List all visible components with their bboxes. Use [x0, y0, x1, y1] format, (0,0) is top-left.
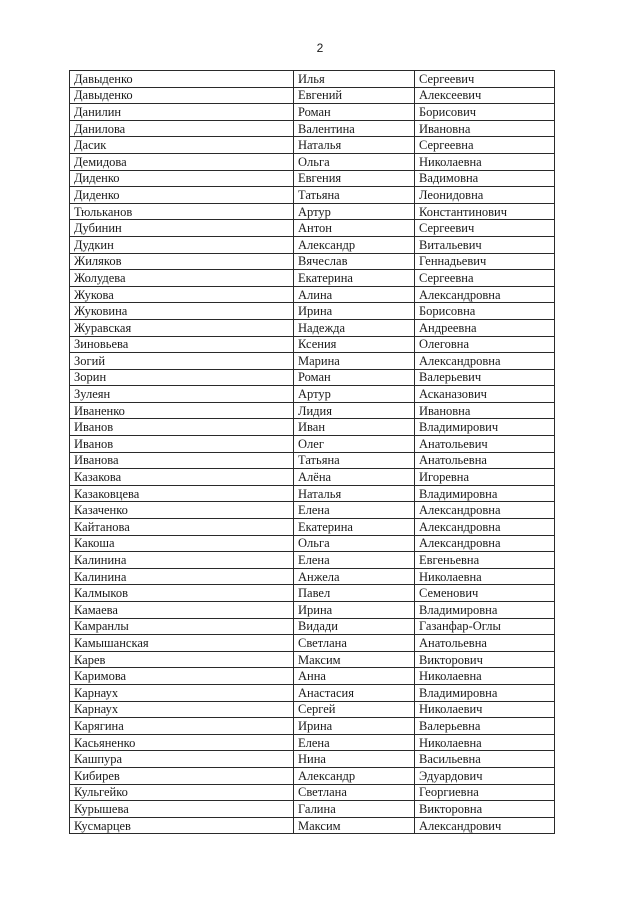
patronymic-cell: Анатольевна [415, 452, 555, 469]
patronymic-cell: Сергеевна [415, 270, 555, 287]
first-name-cell: Светлана [294, 635, 415, 652]
first-name-cell: Александр [294, 767, 415, 784]
surname-cell: Жолудева [70, 270, 294, 287]
surname-cell: Калинина [70, 568, 294, 585]
surname-cell: Камаева [70, 602, 294, 619]
patronymic-cell: Викторовна [415, 801, 555, 818]
patronymic-cell: Валерьевич [415, 369, 555, 386]
table-row [70, 602, 555, 619]
surname-cell: Кашпура [70, 751, 294, 768]
patronymic-cell: Андреевна [415, 319, 555, 336]
surname-cell: Касьяненко [70, 734, 294, 751]
patronymic-cell: Владимировна [415, 602, 555, 619]
surname-cell: Курышева [70, 801, 294, 818]
patronymic-cell: Леонидовна [415, 187, 555, 204]
patronymic-cell: Валерьевна [415, 718, 555, 735]
patronymic-cell: Вадимовна [415, 170, 555, 187]
patronymic-cell: Борисовна [415, 303, 555, 320]
surname-cell: Карнаух [70, 684, 294, 701]
first-name-cell: Роман [294, 104, 415, 121]
patronymic-cell: Евгеньевна [415, 552, 555, 569]
patronymic-cell: Александровна [415, 502, 555, 519]
surname-cell: Камышанская [70, 635, 294, 652]
table-row [70, 386, 555, 403]
table-row [70, 236, 555, 253]
patronymic-cell: Александрович [415, 817, 555, 834]
table-row [70, 170, 555, 187]
table-row [70, 535, 555, 552]
table-row [70, 684, 555, 701]
first-name-cell: Галина [294, 801, 415, 818]
table-row [70, 668, 555, 685]
patronymic-cell: Александровна [415, 519, 555, 536]
first-name-cell: Иван [294, 419, 415, 436]
patronymic-cell: Николаевич [415, 701, 555, 718]
table-row [70, 253, 555, 270]
surname-cell: Иванов [70, 436, 294, 453]
patronymic-cell: Владимирович [415, 419, 555, 436]
first-name-cell: Сергей [294, 701, 415, 718]
patronymic-cell: Геннадьевич [415, 253, 555, 270]
surname-cell: Давыденко [70, 87, 294, 104]
first-name-cell: Антон [294, 220, 415, 237]
table-row [70, 402, 555, 419]
table-row [70, 436, 555, 453]
surname-cell: Зиновьева [70, 336, 294, 353]
patronymic-cell: Сергеевна [415, 137, 555, 154]
patronymic-cell: Николаевна [415, 668, 555, 685]
surname-cell: Иваненко [70, 402, 294, 419]
patronymic-cell: Эдуардович [415, 767, 555, 784]
first-name-cell: Вячеслав [294, 253, 415, 270]
surname-cell: Казакова [70, 469, 294, 486]
first-name-cell: Светлана [294, 784, 415, 801]
first-name-cell: Евгения [294, 170, 415, 187]
first-name-cell: Ольга [294, 153, 415, 170]
first-name-cell: Алина [294, 286, 415, 303]
surname-cell: Дасик [70, 137, 294, 154]
first-name-cell: Елена [294, 502, 415, 519]
patronymic-cell: Николаевна [415, 153, 555, 170]
table-row [70, 319, 555, 336]
surname-cell: Зулеян [70, 386, 294, 403]
patronymic-cell: Алексеевич [415, 87, 555, 104]
patronymic-cell: Александровна [415, 353, 555, 370]
surname-cell: Кибирев [70, 767, 294, 784]
table-row [70, 104, 555, 121]
surname-cell: Какоша [70, 535, 294, 552]
first-name-cell: Ирина [294, 602, 415, 619]
names-table-body [70, 71, 555, 834]
patronymic-cell: Викторович [415, 651, 555, 668]
surname-cell: Зогий [70, 353, 294, 370]
patronymic-cell: Владимировна [415, 684, 555, 701]
first-name-cell: Анна [294, 668, 415, 685]
table-row [70, 568, 555, 585]
patronymic-cell: Олеговна [415, 336, 555, 353]
surname-cell: Данилова [70, 120, 294, 137]
first-name-cell: Алёна [294, 469, 415, 486]
first-name-cell: Ирина [294, 718, 415, 735]
table-row [70, 220, 555, 237]
table-row [70, 618, 555, 635]
patronymic-cell: Витальевич [415, 236, 555, 253]
table-row [70, 137, 555, 154]
first-name-cell: Лидия [294, 402, 415, 419]
table-row [70, 585, 555, 602]
first-name-cell: Максим [294, 817, 415, 834]
table-row [70, 336, 555, 353]
surname-cell: Жуковина [70, 303, 294, 320]
first-name-cell: Максим [294, 651, 415, 668]
patronymic-cell: Николаевна [415, 734, 555, 751]
surname-cell: Камранлы [70, 618, 294, 635]
surname-cell: Жукова [70, 286, 294, 303]
first-name-cell: Наталья [294, 137, 415, 154]
first-name-cell: Надежда [294, 319, 415, 336]
surname-cell: Кайтанова [70, 519, 294, 536]
surname-cell: Кульгейко [70, 784, 294, 801]
patronymic-cell: Георгиевна [415, 784, 555, 801]
table-row [70, 552, 555, 569]
first-name-cell: Артур [294, 386, 415, 403]
surname-cell: Журавская [70, 319, 294, 336]
surname-cell: Карев [70, 651, 294, 668]
table-row [70, 270, 555, 287]
surname-cell: Иванова [70, 452, 294, 469]
surname-cell: Калмыков [70, 585, 294, 602]
surname-cell: Дубинин [70, 220, 294, 237]
patronymic-cell: Асканазович [415, 386, 555, 403]
table-row [70, 286, 555, 303]
table-row [70, 519, 555, 536]
first-name-cell: Ирина [294, 303, 415, 320]
table-row [70, 751, 555, 768]
patronymic-cell: Николаевна [415, 568, 555, 585]
surname-cell: Данилин [70, 104, 294, 121]
first-name-cell: Александр [294, 236, 415, 253]
table-row [70, 419, 555, 436]
table-row [70, 369, 555, 386]
surname-cell: Казаченко [70, 502, 294, 519]
table-row [70, 734, 555, 751]
surname-cell: Диденко [70, 170, 294, 187]
surname-cell: Карнаух [70, 701, 294, 718]
surname-cell: Тюльканов [70, 203, 294, 220]
patronymic-cell: Васильевна [415, 751, 555, 768]
table-row [70, 635, 555, 652]
surname-cell: Иванов [70, 419, 294, 436]
surname-cell: Казаковцева [70, 485, 294, 502]
patronymic-cell: Борисович [415, 104, 555, 121]
first-name-cell: Евгений [294, 87, 415, 104]
patronymic-cell: Александровна [415, 286, 555, 303]
first-name-cell: Павел [294, 585, 415, 602]
first-name-cell: Нина [294, 751, 415, 768]
table-row [70, 485, 555, 502]
table-row [70, 701, 555, 718]
first-name-cell: Видади [294, 618, 415, 635]
first-name-cell: Екатерина [294, 270, 415, 287]
patronymic-cell: Ивановна [415, 120, 555, 137]
first-name-cell: Наталья [294, 485, 415, 502]
table-row [70, 801, 555, 818]
table-row [70, 767, 555, 784]
table-row [70, 651, 555, 668]
table-row [70, 353, 555, 370]
table-row [70, 452, 555, 469]
table-row [70, 71, 555, 88]
table-row [70, 718, 555, 735]
patronymic-cell: Газанфар-Оглы [415, 618, 555, 635]
table-row [70, 87, 555, 104]
surname-cell: Кусмарцев [70, 817, 294, 834]
table-row [70, 203, 555, 220]
first-name-cell: Валентина [294, 120, 415, 137]
patronymic-cell: Игоревна [415, 469, 555, 486]
patronymic-cell: Александровна [415, 535, 555, 552]
surname-cell: Каримова [70, 668, 294, 685]
first-name-cell: Роман [294, 369, 415, 386]
table-row [70, 187, 555, 204]
first-name-cell: Татьяна [294, 452, 415, 469]
patronymic-cell: Ивановна [415, 402, 555, 419]
surname-cell: Дудкин [70, 236, 294, 253]
table-row [70, 153, 555, 170]
surname-cell: Жиляков [70, 253, 294, 270]
first-name-cell: Елена [294, 552, 415, 569]
table-row [70, 817, 555, 834]
surname-cell: Давыденко [70, 71, 294, 88]
patronymic-cell: Анатольевич [415, 436, 555, 453]
surname-cell: Калинина [70, 552, 294, 569]
first-name-cell: Татьяна [294, 187, 415, 204]
first-name-cell: Ольга [294, 535, 415, 552]
patronymic-cell: Владимировна [415, 485, 555, 502]
patronymic-cell: Анатольевна [415, 635, 555, 652]
table-row [70, 303, 555, 320]
names-table [69, 70, 555, 834]
surname-cell: Диденко [70, 187, 294, 204]
first-name-cell: Марина [294, 353, 415, 370]
first-name-cell: Екатерина [294, 519, 415, 536]
table-row [70, 120, 555, 137]
first-name-cell: Анжела [294, 568, 415, 585]
first-name-cell: Илья [294, 71, 415, 88]
patronymic-cell: Сергеевич [415, 220, 555, 237]
first-name-cell: Олег [294, 436, 415, 453]
patronymic-cell: Семенович [415, 585, 555, 602]
page-number: 2 [316, 41, 324, 55]
first-name-cell: Ксения [294, 336, 415, 353]
table-row [70, 502, 555, 519]
patronymic-cell: Константинович [415, 203, 555, 220]
first-name-cell: Елена [294, 734, 415, 751]
surname-cell: Зорин [70, 369, 294, 386]
table-row [70, 784, 555, 801]
surname-cell: Демидова [70, 153, 294, 170]
patronymic-cell: Сергеевич [415, 71, 555, 88]
first-name-cell: Анастасия [294, 684, 415, 701]
first-name-cell: Артур [294, 203, 415, 220]
table-row [70, 469, 555, 486]
surname-cell: Карягина [70, 718, 294, 735]
